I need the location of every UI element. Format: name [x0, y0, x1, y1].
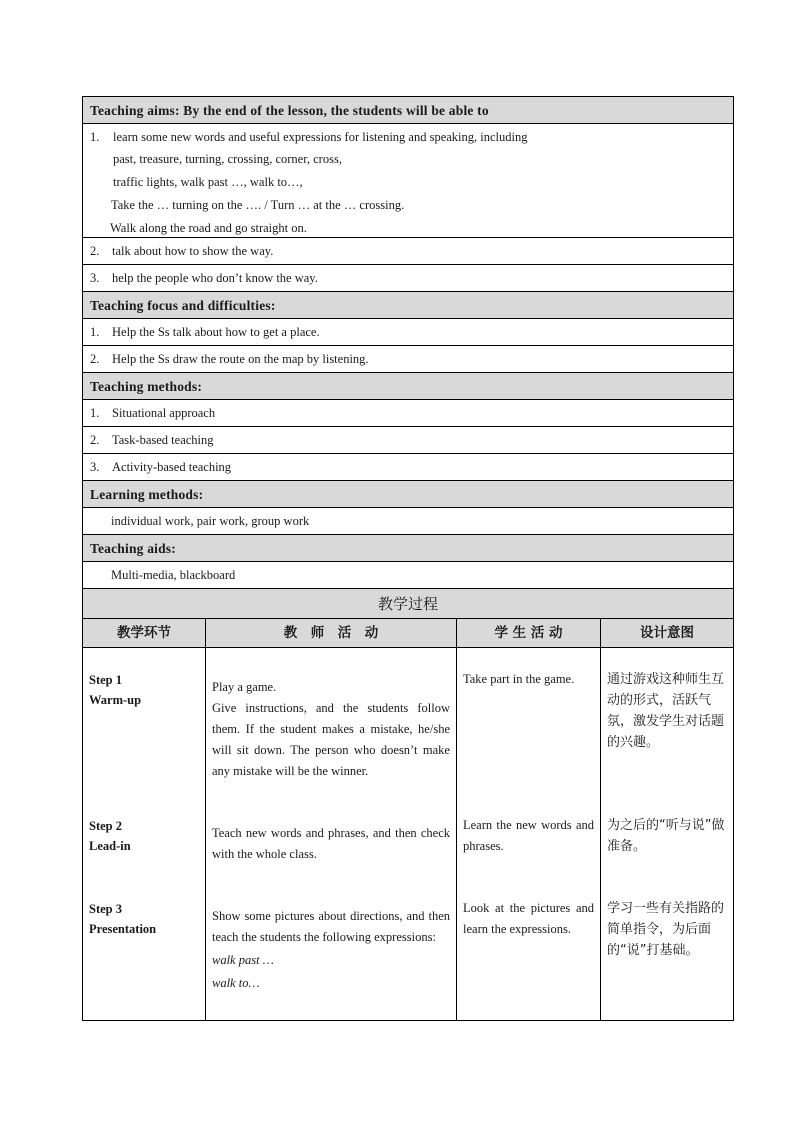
- item-text: Situational approach: [112, 406, 216, 420]
- column-header-intent: 设计意图: [640, 625, 694, 641]
- step-3-design-intent: 学习一些有关指路的简单指令，为后面的“说”打基础。: [607, 901, 725, 958]
- step-name: Warm-up: [89, 693, 142, 707]
- teaching-methods-item: [83, 454, 733, 481]
- item-number: 1.: [90, 130, 100, 144]
- process-body: [83, 648, 733, 1020]
- teaching-aims-item-1: [83, 124, 733, 238]
- item-number: 1.: [90, 325, 100, 339]
- item-number: 3.: [90, 271, 100, 285]
- item-text: Help the Ss draw the route on the map by listening.: [112, 352, 369, 366]
- process-column-headers: [83, 619, 733, 648]
- expression-example: walk to…: [212, 976, 260, 990]
- teacher-activity-column: [206, 648, 457, 1020]
- activity-text: Show some pictures about directions, and then teach the students the following expressions:: [212, 909, 450, 944]
- student-activity-column: [457, 648, 601, 1020]
- learning-methods-heading: Learning methods:: [83, 481, 733, 508]
- step-3-student-activity: Look at the pictures and learn the expressions.: [463, 901, 594, 936]
- process-title: 教学过程: [83, 589, 733, 619]
- column-header-student: 学 生 活 动: [457, 619, 601, 647]
- step-number: Step 3: [89, 902, 122, 916]
- aim-line: past, treasure, turning, crossing, corner, cross,: [113, 152, 342, 166]
- teaching-aims-item-3: [83, 265, 733, 292]
- step-1-teacher-activity: [212, 677, 450, 782]
- teaching-aids-heading: Teaching aids:: [83, 535, 733, 562]
- teaching-methods-item: [83, 400, 733, 427]
- step-1-student-activity: Take part in the game.: [463, 672, 575, 686]
- expression-example: walk past …: [212, 953, 274, 967]
- activity-text: Give instructions, and the students follow them. If the student makes a mistake, he/she will sit down. The person who doesn’t make any mistake will be the winner.: [212, 701, 450, 778]
- teaching-aids-text: Multi-media, blackboard: [83, 562, 733, 589]
- item-number: 2.: [90, 244, 100, 258]
- activity-text: Play a game.: [212, 680, 277, 694]
- lesson-plan-table: [82, 96, 734, 1021]
- step-1-label: [89, 670, 199, 710]
- step-2-student-activity: Learn the new words and phrases.: [463, 818, 594, 853]
- step-3-teacher-activity: [212, 906, 450, 994]
- step-2-label: [89, 816, 199, 856]
- item-text: Task-based teaching: [112, 433, 214, 447]
- item-number: 3.: [90, 460, 100, 474]
- teaching-focus-item: [83, 346, 733, 373]
- teaching-focus-item: [83, 319, 733, 346]
- teaching-aims-item-2: [83, 238, 733, 265]
- item-number: 2.: [90, 352, 100, 366]
- item-text: talk about how to show the way.: [112, 244, 274, 258]
- aim-line: traffic lights, walk past …, walk to…,: [113, 175, 303, 189]
- teaching-aims-heading: Teaching aims: By the end of the lesson, the students will be able to: [83, 97, 733, 124]
- stage-column: [83, 648, 206, 1020]
- step-number: Step 1: [89, 673, 122, 687]
- aim-line: Walk along the road and go straight on.: [110, 221, 307, 235]
- item-text: Activity-based teaching: [112, 460, 232, 474]
- aim-line: learn some new words and useful expressions for listening and speaking, including: [113, 130, 528, 144]
- teaching-methods-item: [83, 427, 733, 454]
- step-number: Step 2: [89, 819, 122, 833]
- step-name: Lead-in: [89, 839, 131, 853]
- item-number: 1.: [90, 406, 100, 420]
- teaching-methods-heading: Teaching methods:: [83, 373, 733, 400]
- step-2-teacher-activity: Teach new words and phrases, and then check with the whole class.: [212, 826, 450, 861]
- step-2-design-intent: 为之后的“听与说”做准备。: [607, 818, 725, 854]
- column-header-teacher: 教 师 活 动: [206, 619, 457, 647]
- teaching-focus-heading: Teaching focus and difficulties:: [83, 292, 733, 319]
- step-3-label: [89, 899, 199, 939]
- design-intent-column: [601, 648, 733, 1020]
- item-text: Help the Ss talk about how to get a place.: [112, 325, 320, 339]
- aim-line: Take the … turning on the …. / Turn … at the … crossing.: [111, 198, 405, 212]
- column-header-stage: 教学环节: [83, 619, 206, 647]
- item-number: 2.: [90, 433, 100, 447]
- step-1-design-intent: 通过游戏这种师生互动的形式，活跃气氛，激发学生对话题的兴趣。: [607, 672, 725, 750]
- learning-methods-text: individual work, pair work, group work: [83, 508, 733, 535]
- step-name: Presentation: [89, 922, 157, 936]
- item-text: help the people who don’t know the way.: [112, 271, 318, 285]
